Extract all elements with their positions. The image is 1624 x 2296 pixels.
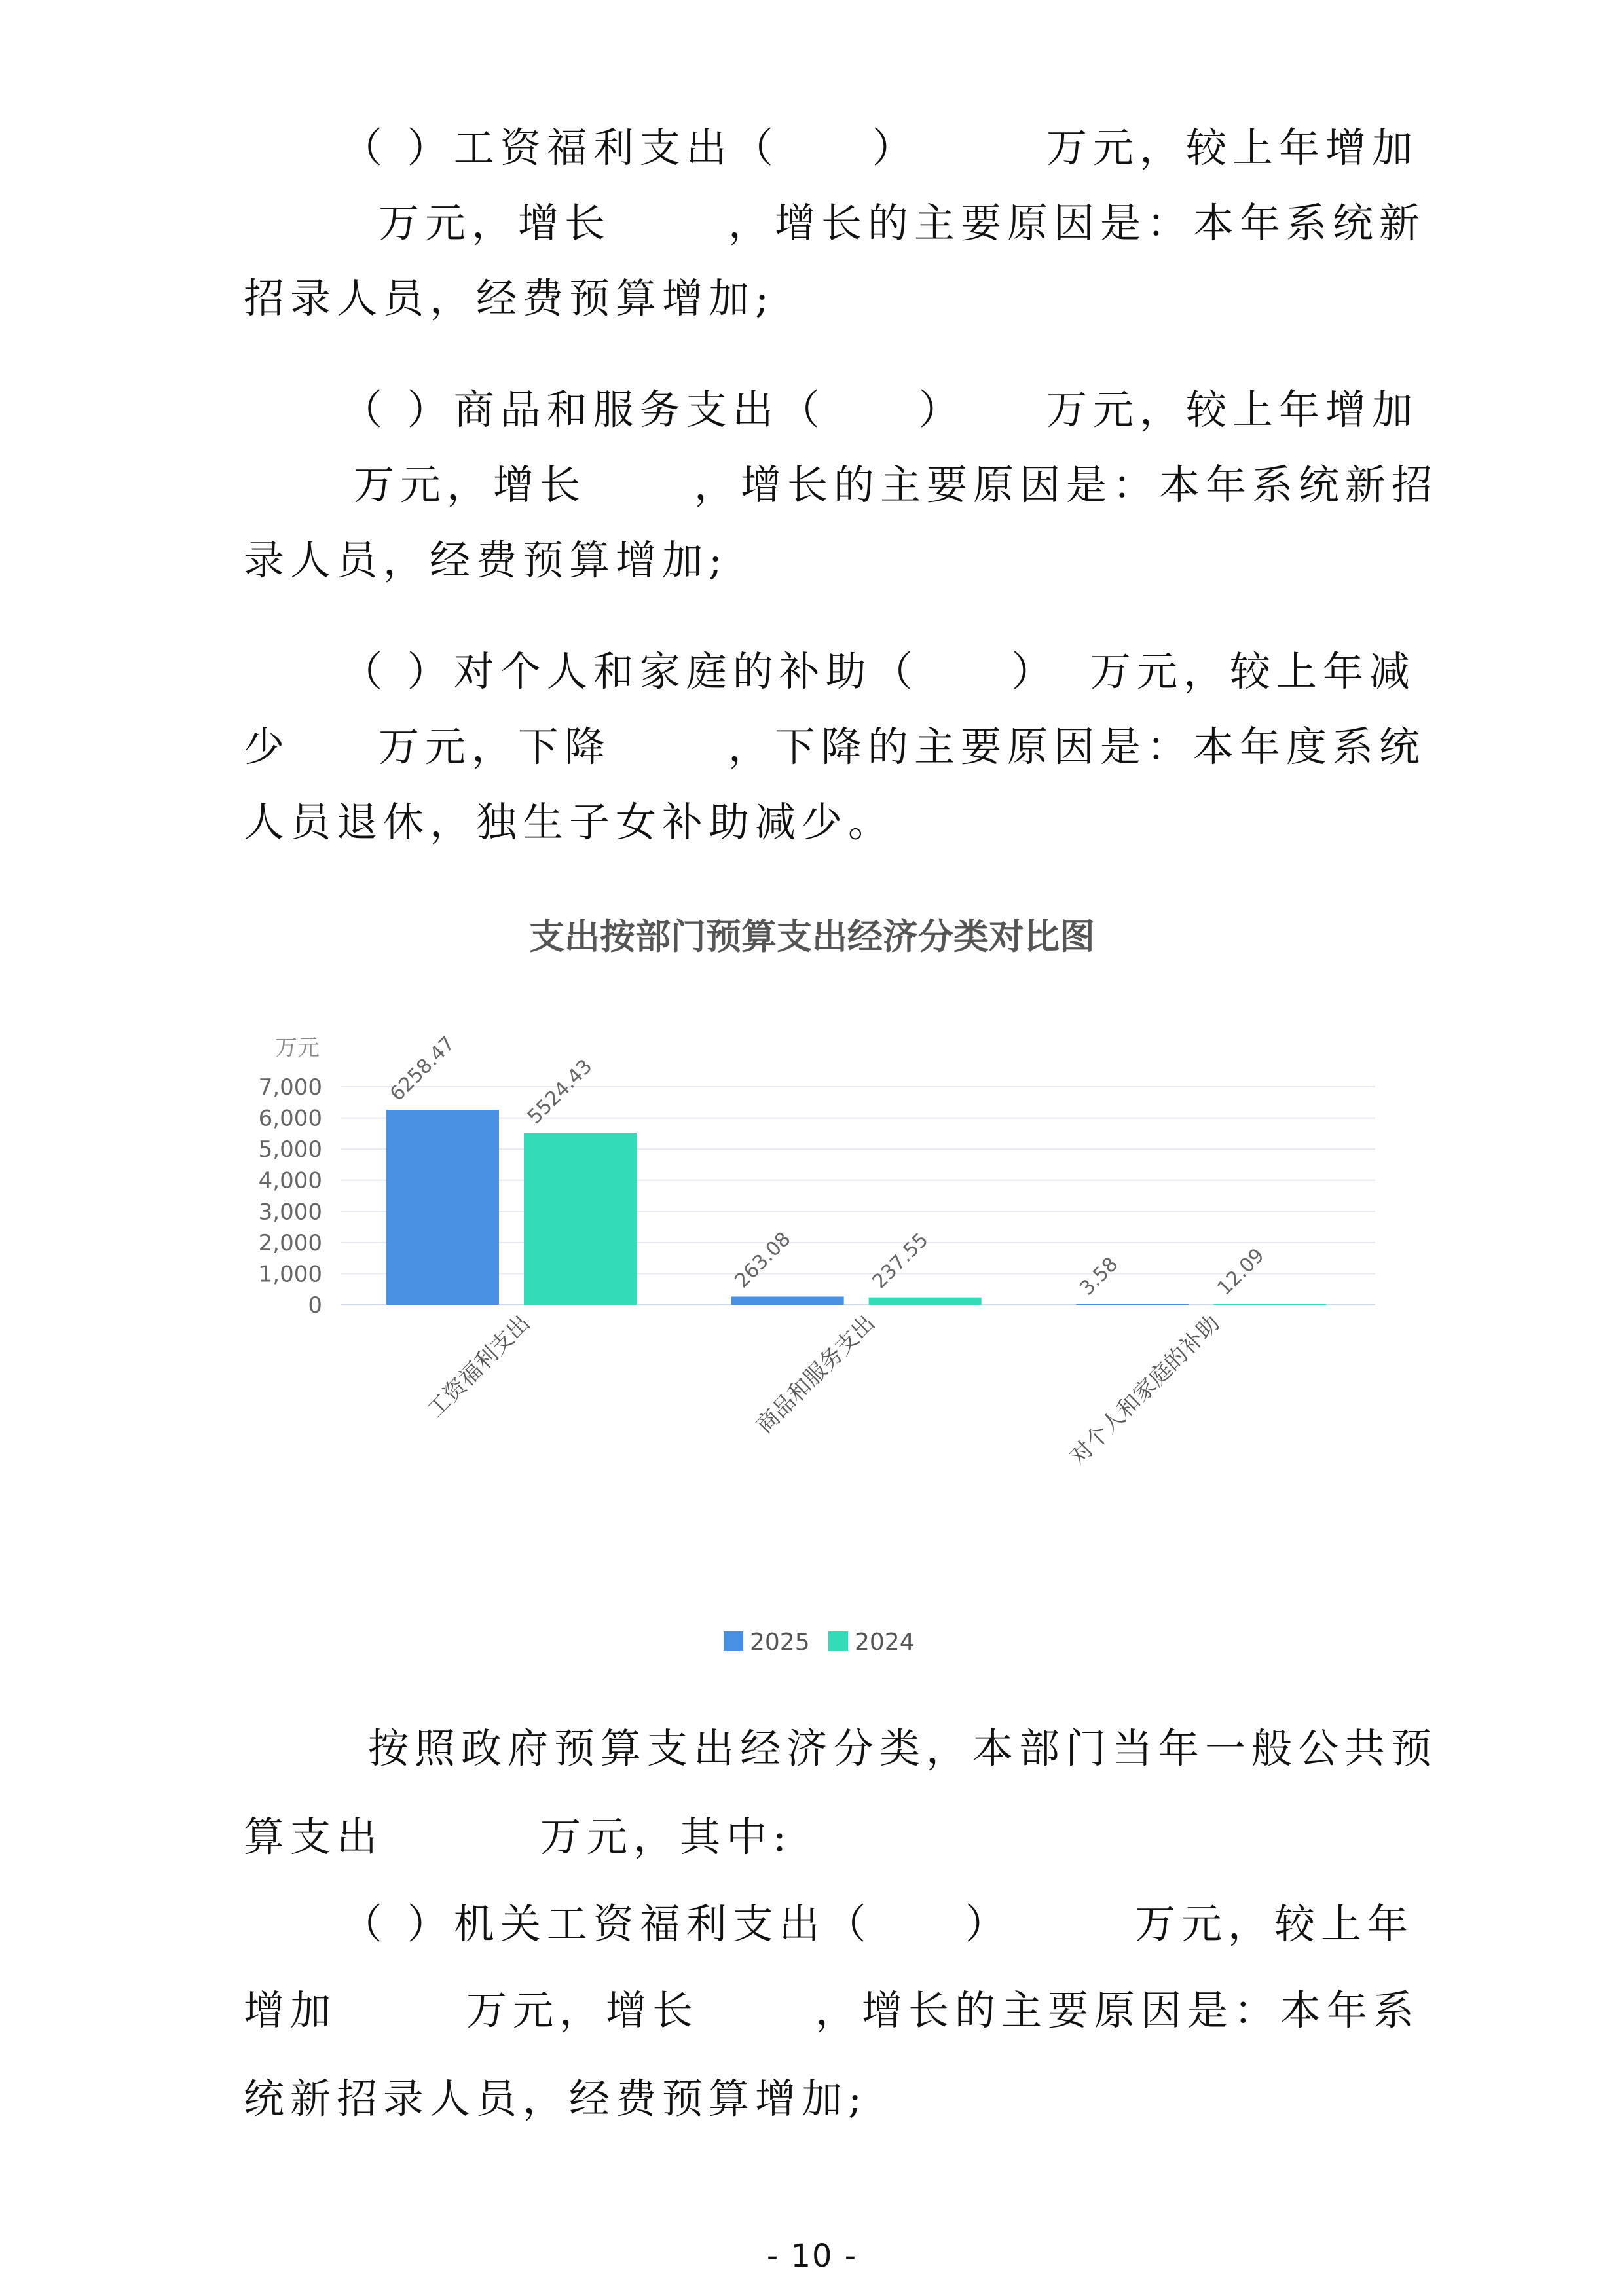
data-label: 237.55 — [868, 1228, 933, 1294]
para2-line1-left: （ ）商品和服务支出（ ） — [342, 386, 965, 433]
para3-line2-b: 万元，下降 — [378, 723, 612, 771]
y-tick-label: 1,000 — [258, 1261, 322, 1288]
bar-2025-0 — [386, 1110, 499, 1305]
para5-line2-b: 万元，增长 — [466, 1986, 699, 2034]
data-label: 5524.43 — [523, 1055, 597, 1129]
para1-line3: 招录人员，经费预算增加; — [244, 274, 775, 322]
para4-line2-left: 算支出 — [244, 1813, 384, 1861]
para5-line2-c: ，增长的主要原因是：本年系 — [815, 1986, 1420, 2034]
bar-2025-1 — [731, 1296, 844, 1305]
y-unit-label: 万元 — [275, 1035, 320, 1061]
y-tick-label: 0 — [308, 1292, 322, 1319]
category-label: 对个人和家庭的补助 — [1065, 1310, 1225, 1470]
bar-2024-2 — [1213, 1304, 1326, 1305]
y-tick-label: 4,000 — [258, 1167, 322, 1194]
para3-line2-a: 少 — [244, 723, 291, 771]
page-number: - 10 - — [766, 2238, 858, 2274]
para5-line1-right: 万元，较上年 — [1135, 1900, 1414, 1948]
para2-line2-left: 万元，增长 — [354, 461, 587, 509]
para1-line2-right: ，增长的主要原因是：本年系统新 — [728, 199, 1426, 247]
y-tick-label: 5,000 — [258, 1137, 322, 1163]
para5-line2-a: 增加 — [244, 1986, 337, 2034]
bar-2024-1 — [869, 1298, 982, 1305]
para4-line2-right: 万元，其中: — [540, 1813, 792, 1861]
legend-swatch-2025 — [724, 1631, 743, 1651]
para4-line1: 按照政府预算支出经济分类，本部门当年一般公共预 — [368, 1724, 1438, 1772]
para5-line3: 统新招录人员，经费预算增加; — [244, 2075, 868, 2123]
y-tick-label: 3,000 — [258, 1199, 322, 1226]
para2-line3: 录人员，经费预算增加; — [244, 536, 728, 584]
y-tick-label: 6,000 — [258, 1105, 322, 1132]
para3-line3: 人员退休，独生子女补助减少。 — [244, 798, 895, 846]
para2-line2-right: ，增长的主要原因是：本年系统新招 — [694, 461, 1439, 509]
chart-title: 支出按部门预算支出经济分类对比图 — [529, 916, 1095, 957]
data-label: 12.09 — [1213, 1244, 1269, 1300]
para1-line1-left: （ ）工资福利支出（ ） — [342, 124, 919, 172]
para2-line1-right: 万元，较上年增加 — [1046, 386, 1419, 433]
category-label: 工资福利支出 — [422, 1310, 536, 1423]
bar-2024-0 — [524, 1133, 637, 1305]
para3-line2-c: ，下降的主要原因是：本年度系统 — [728, 723, 1426, 771]
para3-line1-left: （ ）对个人和家庭的补助（ ） — [342, 647, 1058, 695]
para1-line1-right: 万元，较上年增加 — [1046, 124, 1419, 172]
para5-line1-left: （ ）机关工资福利支出（ ） — [342, 1900, 1012, 1948]
data-label: 6258.47 — [385, 1032, 460, 1106]
para3-line1-right: 万元，较上年减 — [1090, 647, 1416, 695]
bar-2025-2 — [1076, 1304, 1189, 1305]
data-label: 3.58 — [1075, 1252, 1123, 1300]
legend-label-2024: 2024 — [855, 1629, 915, 1656]
y-tick-label: 2,000 — [258, 1230, 322, 1256]
legend-label-2025: 2025 — [750, 1629, 810, 1656]
bar-chart — [0, 982, 1624, 1772]
legend-swatch-2024 — [828, 1631, 848, 1651]
para1-line2-left: 万元，增长 — [378, 199, 612, 247]
y-tick-label: 7,000 — [258, 1074, 322, 1101]
category-label: 商品和服务支出 — [751, 1310, 881, 1439]
data-label: 263.08 — [730, 1228, 796, 1293]
